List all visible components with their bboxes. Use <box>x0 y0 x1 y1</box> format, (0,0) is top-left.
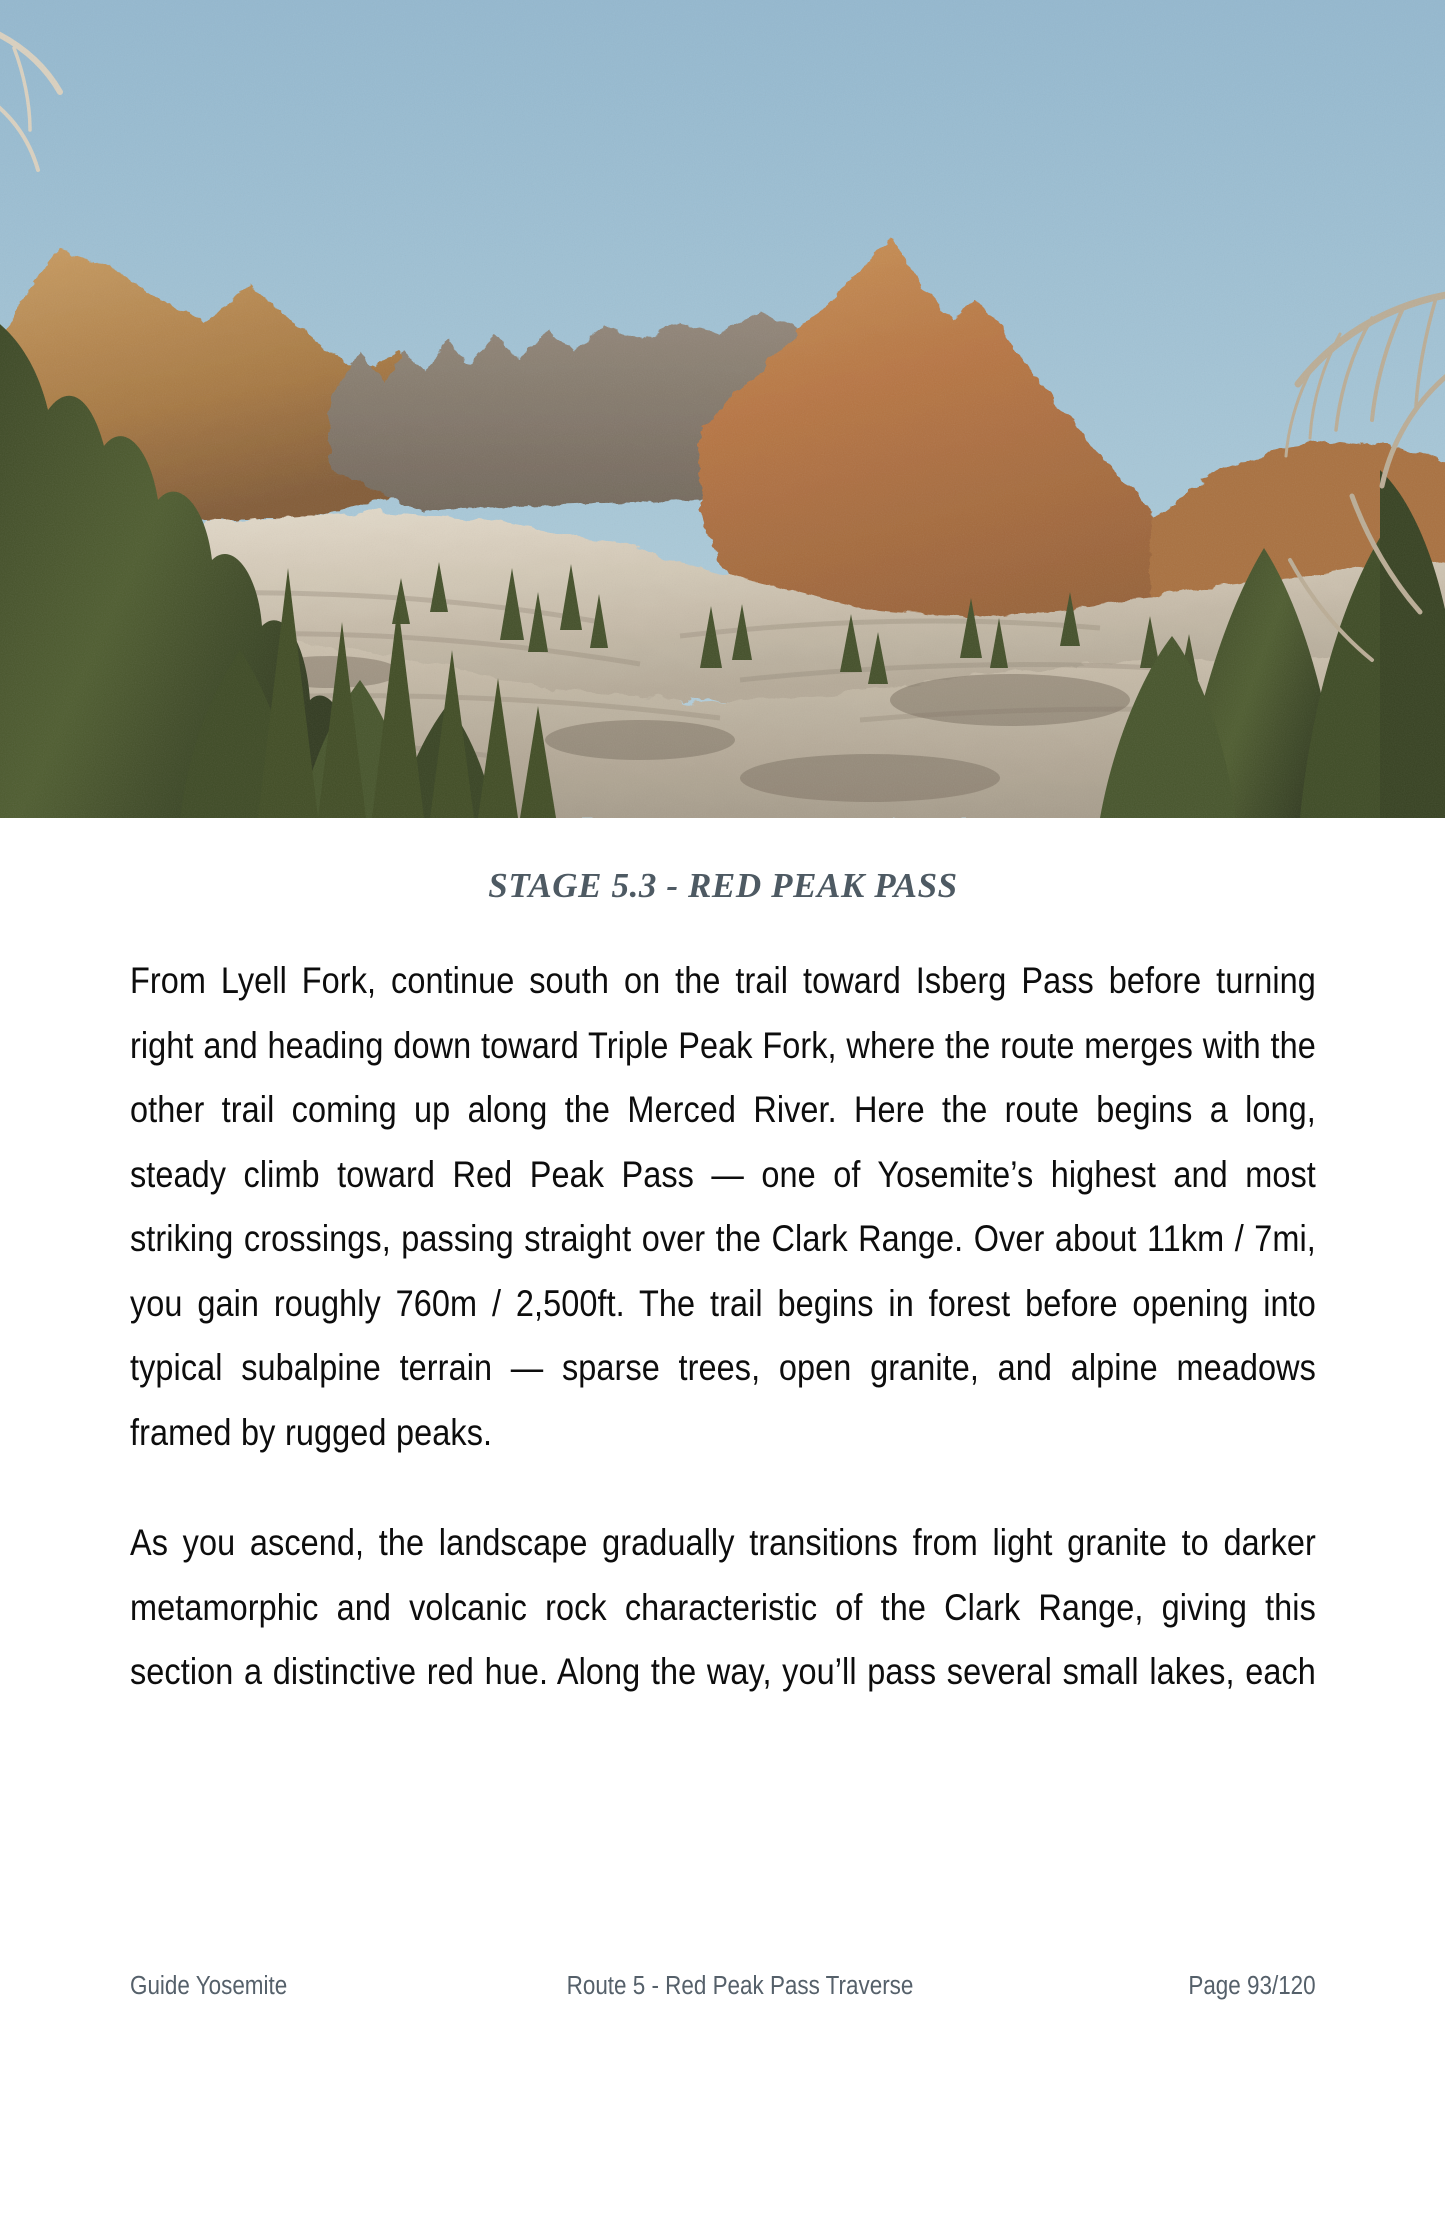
header-photograph <box>0 0 1445 818</box>
page-content <box>130 818 1316 1768</box>
footer-guide-name: Guide Yosemite <box>130 1972 288 2000</box>
footer-route-name: Route 5 - Red Peak Pass Traverse <box>566 1972 914 2000</box>
paragraph-2: As you ascend, the landscape gradually transitions from light granite to darker metamorphic and volcanic rock characteristic of the Clark Range, giving this section a distinctive red hue. Along the way, you’ll pass several small lakes, each <box>130 1521 1316 1692</box>
paragraph-1: From Lyell Fork, continue south on the trail toward Isberg Pass before turning right and heading down toward Triple Peak Fork, where the route merges with the other trail coming up along the Merced River. Here the route begins a long, steady climb toward Red Peak Pass — one of Yosemite’s highest and most striking crossings, passing straight over the Clark Range. Over about 11km / 7mi, you gain roughly 760m / 2,500ft. The trail begins in forest before opening into typical subalpine terrain — sparse trees, open granite, and alpine meadows framed by rugged peaks. <box>130 959 1316 1453</box>
page-title: STAGE 5.3 - RED PEAK PASS <box>488 866 958 905</box>
page-footer <box>130 1972 1316 2001</box>
photo-illustration <box>0 0 1445 818</box>
footer-page-number: Page 93/120 <box>1188 1972 1316 2000</box>
body-text <box>130 948 1316 1768</box>
footer-route-name-wrap <box>309 1972 1172 2001</box>
